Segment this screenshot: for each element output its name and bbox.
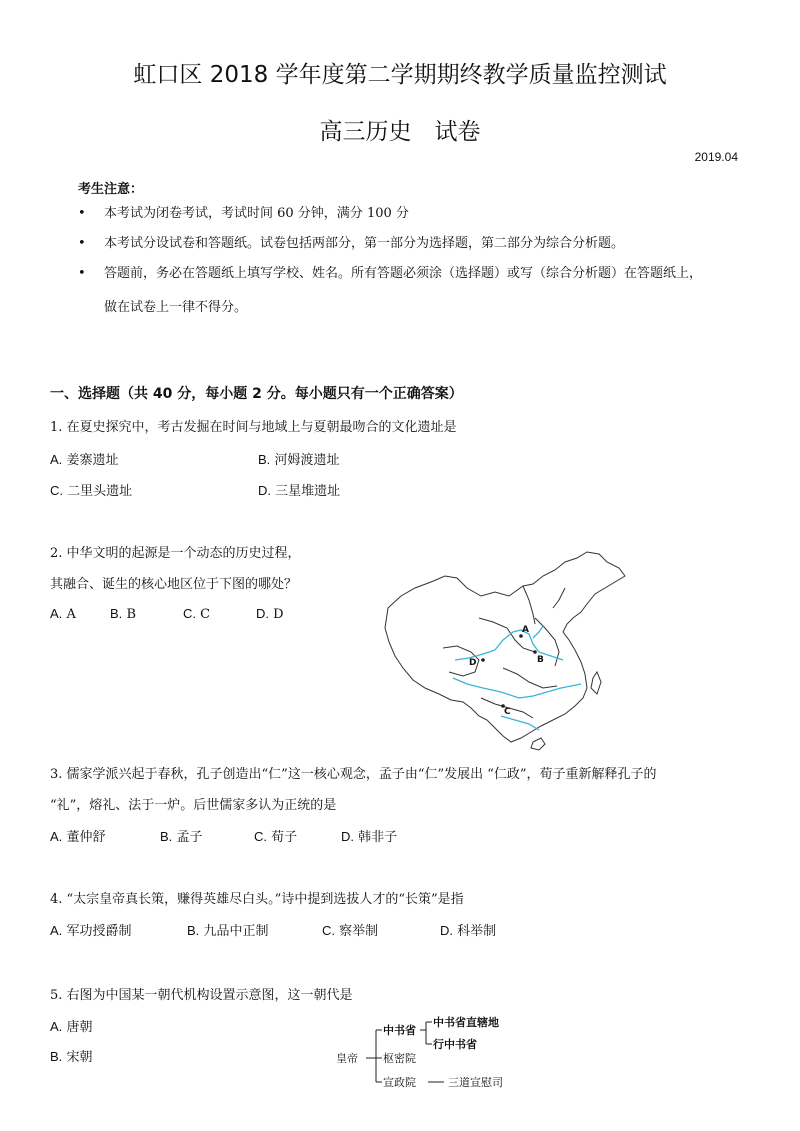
option-key: A.: [50, 923, 63, 938]
notice-item: [78, 229, 624, 259]
marker-d-dot: [481, 658, 485, 662]
institution-diagram: [334, 1008, 534, 1098]
question-2-option-d: [256, 606, 284, 622]
option-text: D: [273, 607, 284, 622]
question-3-option-c: [254, 826, 297, 845]
diagram-shumi: 枢密院: [383, 1052, 416, 1065]
option-key: A.: [50, 1019, 63, 1034]
question-4-option-b: [187, 920, 268, 939]
option-text: 唐朝: [66, 1020, 93, 1035]
option-key: B.: [110, 606, 123, 621]
question-1-option-c: [50, 480, 132, 499]
bullet-icon: •: [78, 206, 86, 221]
bullet-icon: •: [78, 266, 86, 281]
exam-subtitle: 高三历史 试卷: [319, 119, 481, 145]
option-key: D.: [341, 829, 354, 844]
question-4-option-a: [50, 920, 131, 939]
option-text: 姜寨遗址: [66, 453, 119, 468]
diagram-xuanwei: 三道宣慰司: [448, 1076, 503, 1089]
option-text: 荀子: [271, 830, 298, 845]
notice-text: 答题前，务必在答题纸上填写学校、姓名。所有答题必须涂（选择题）或写（综合分析题）在答题纸上，: [104, 266, 703, 281]
question-3-option-b: [160, 826, 202, 845]
option-key: C.: [183, 606, 196, 621]
option-text: 韩非子: [358, 830, 398, 845]
option-text: 察举制: [339, 924, 379, 939]
question-3-stem-line1: 3. 儒家学派兴起于春秋，孔子创造出“仁”这一核心观念，孟子由“仁”发展出 “仁政”，荀子重新解释孔子的: [50, 767, 657, 782]
question-1-stem: 1. 在夏史探究中，考古发掘在时间与地域上与夏朝最吻合的文化遗址是: [50, 420, 457, 435]
option-text: 二里头遗址: [67, 484, 133, 499]
diagram-xuanzheng: 宣政院: [383, 1076, 416, 1089]
notice-item: [78, 259, 702, 289]
question-1-option-b: [258, 449, 339, 468]
option-text: 科举制: [457, 924, 497, 939]
option-text: 河姆渡遗址: [274, 453, 340, 468]
exam-title: 虹口区 2018 学年度第二学期期终教学质量监控测试: [133, 62, 667, 88]
question-2-option-b: [110, 606, 136, 622]
option-text: 九品中正制: [203, 924, 269, 939]
question-2-stem-line1: 2. 中华文明的起源是一个动态的历史过程，: [50, 546, 301, 561]
question-4-option-d: [440, 920, 496, 939]
question-4-option-c: [322, 920, 378, 939]
option-key: D.: [256, 606, 269, 621]
question-3-stem-line2: “礼”，熔礼、法于一炉。后世儒家多认为正统的是: [50, 798, 337, 813]
option-key: C.: [50, 483, 63, 498]
option-key: A.: [50, 829, 63, 844]
question-5-option-a: [50, 1016, 92, 1035]
question-5-option-b: [50, 1046, 92, 1065]
bullet-icon: •: [78, 236, 86, 251]
option-text: 军功授爵制: [66, 924, 132, 939]
option-key: D.: [440, 923, 453, 938]
question-2-option-a: [50, 606, 76, 622]
question-3-option-d: [341, 826, 397, 845]
marker-b-dot: [533, 650, 537, 654]
map-label-a: A: [522, 625, 529, 635]
option-text: 宋朝: [66, 1050, 93, 1065]
option-key: C.: [322, 923, 335, 938]
notice-text-continued: 做在试卷上一律不得分。: [104, 300, 248, 315]
option-key: B.: [160, 829, 173, 844]
map-label-d: D: [469, 658, 477, 668]
question-2-stem-line2: 其融合、诞生的核心地区位于下图的哪处？: [50, 577, 298, 592]
option-key: B.: [50, 1049, 63, 1064]
option-key: B.: [187, 923, 200, 938]
china-outline: [385, 552, 625, 750]
diagram-xing-zhongshu: 行中书省: [433, 1038, 477, 1051]
question-3-option-a: [50, 826, 105, 845]
notice-text: 本考试为闭卷考试，考试时间 60 分钟，满分 100 分: [104, 206, 409, 221]
notice-text: 本考试分设试卷和答题纸。试卷包括两部分，第一部分为选择题，第二部分为综合分析题。: [104, 236, 625, 251]
question-1-option-d: [258, 480, 340, 499]
option-key: B.: [258, 452, 271, 467]
option-key: C.: [254, 829, 267, 844]
map-label-c: C: [504, 707, 511, 717]
question-5-stem: 5. 右图为中国某一朝代机构设置示意图，这一朝代是: [50, 988, 353, 1003]
exam-date: 2019.04: [694, 150, 738, 164]
diagram-zhongshu-direct: 中书省直辖地: [433, 1016, 499, 1029]
option-key: A.: [50, 606, 63, 621]
notice-heading: 考生注意：: [78, 182, 144, 197]
map-label-b: B: [537, 655, 544, 665]
diagram-emperor: 皇帝: [336, 1052, 358, 1065]
question-1-option-a: [50, 449, 118, 468]
option-text: 三星堆遗址: [275, 484, 341, 499]
section-heading: 一、选择题（共 40 分，每小题 2 分。每小题只有一个正确答案）: [50, 386, 463, 402]
question-4-stem: 4. “太宗皇帝真长策，赚得英雄尽白头。”诗中提到选拔人才的“长策”是指: [50, 892, 464, 907]
option-key: D.: [258, 483, 271, 498]
option-text: C: [200, 607, 211, 622]
option-text: B: [126, 607, 136, 622]
option-text: A: [66, 607, 76, 622]
option-text: 孟子: [176, 830, 203, 845]
notice-item: [78, 199, 409, 229]
option-key: A.: [50, 452, 63, 467]
option-text: 董仲舒: [66, 830, 106, 845]
china-map: [383, 548, 628, 753]
question-2-option-c: [183, 606, 210, 622]
diagram-zhongshu: 中书省: [383, 1024, 416, 1037]
